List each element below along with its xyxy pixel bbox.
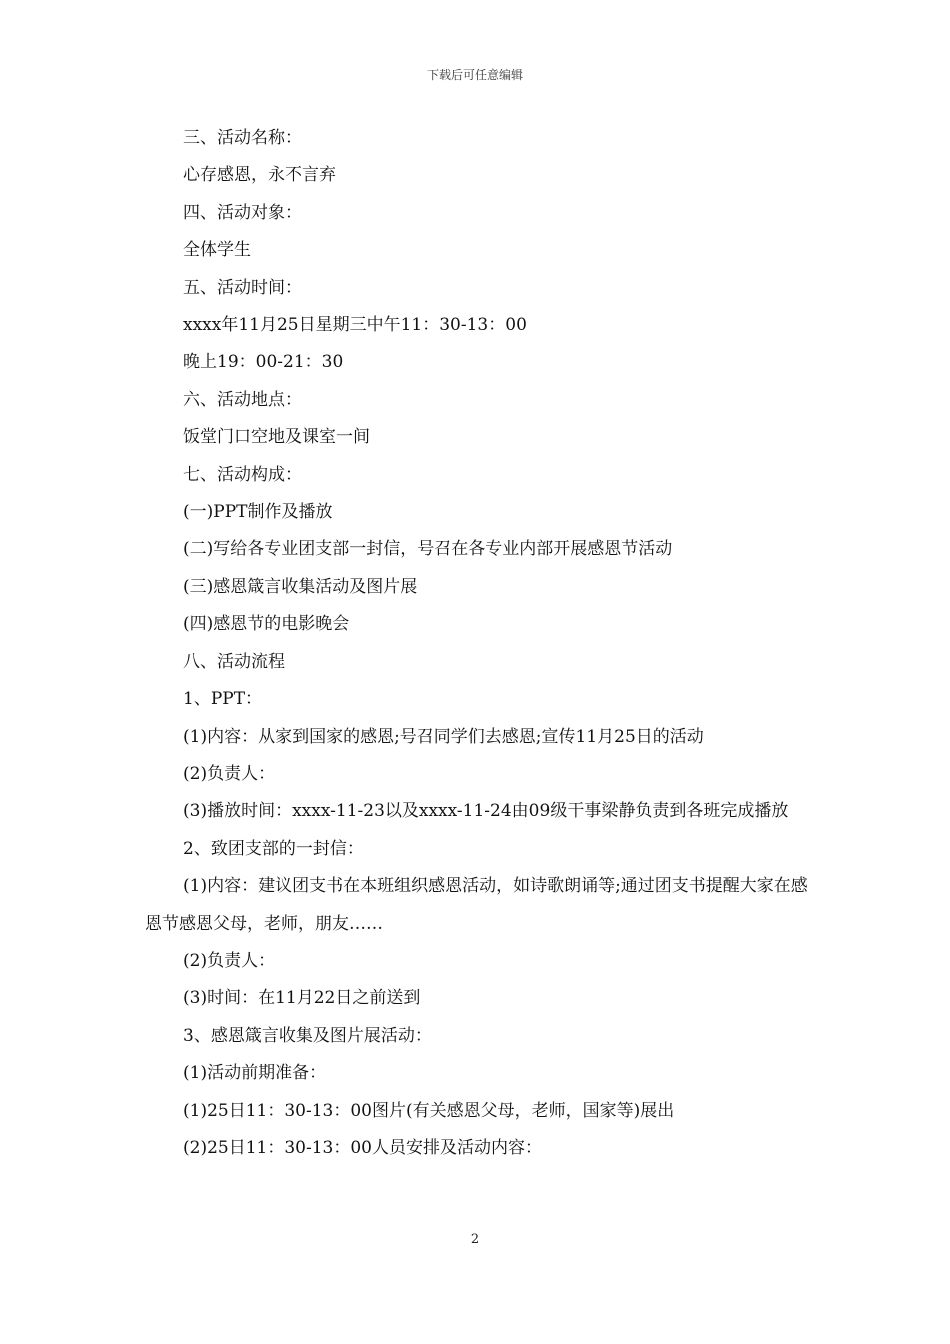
paragraph: (二)写给各专业团支部一封信，号召在各专业内部开展感恩节活动: [183, 539, 673, 560]
paragraph: 3、感恩箴言收集及图片展活动：: [183, 1025, 432, 1046]
paragraph: (1)内容：建议团支书在本班组织感恩活动，如诗歌朗诵等;通过团支书提醒大家在感恩节感恩父母，老师，朋友……: [145, 876, 808, 934]
paragraph: 八、活动流程: [183, 651, 285, 672]
paragraph: 五、活动时间：: [183, 277, 302, 298]
paragraph: 2、致团支部的一封信：: [183, 838, 364, 859]
page-number: 2: [470, 1232, 480, 1247]
paragraph: (四)感恩节的电影晚会: [183, 614, 350, 635]
paragraph: 心存感恩，永不言弃: [183, 165, 336, 186]
paragraph: (三)感恩箴言收集活动及图片展: [183, 576, 418, 597]
paragraph: (2)负责人：: [183, 950, 276, 971]
document-body: [145, 120, 815, 1167]
header-note: 下载后可任意编辑: [426, 68, 523, 82]
paragraph: 1、PPT：: [183, 689, 263, 710]
paragraph: (1)活动前期准备：: [183, 1063, 327, 1084]
paragraph: 六、活动地点：: [183, 389, 302, 410]
paragraph: 晚上19：00-21：30: [183, 352, 344, 373]
paragraph: (1)内容：从家到国家的感恩;号召同学们去感恩;宣传11月25日的活动: [183, 726, 704, 747]
paragraph: 全体学生: [183, 240, 251, 261]
paragraph: (1)25日11：30-13：00图片(有关感恩父母，老师，国家等)展出: [183, 1100, 675, 1121]
paragraph: 七、活动构成：: [183, 464, 302, 485]
paragraph: xxxx年11月25日星期三中午11：30-13：00: [183, 315, 527, 336]
paragraph: (3)时间：在11月22日之前送到: [183, 988, 421, 1009]
paragraph: (2)25日11：30-13：00人员安排及活动内容：: [183, 1137, 542, 1158]
paragraph: (3)播放时间：xxxx-11-23以及xxxx-11-24由09级干事梁静负责到各班完成播放: [183, 801, 789, 822]
paragraph: (一)PPT制作及播放: [183, 502, 333, 523]
paragraph: 三、活动名称：: [183, 128, 302, 148]
paragraph: 四、活动对象：: [183, 202, 302, 223]
paragraph: (2)负责人：: [183, 763, 276, 784]
paragraph: 饭堂门口空地及课室一间: [183, 427, 370, 448]
